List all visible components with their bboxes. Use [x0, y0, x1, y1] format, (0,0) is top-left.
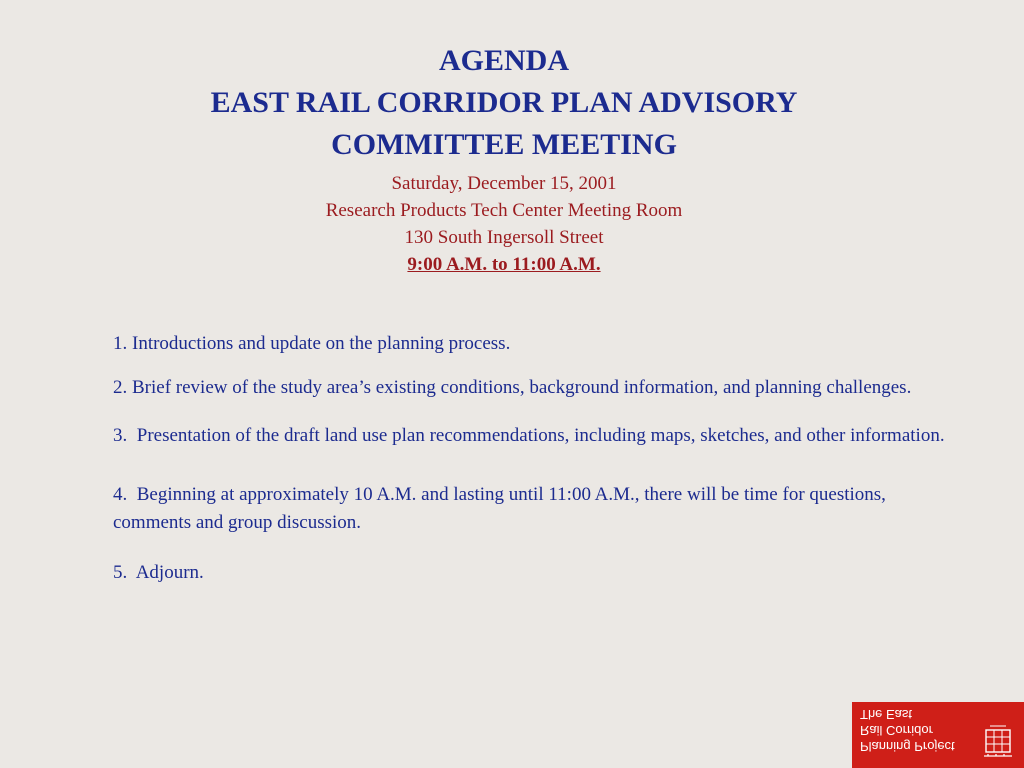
- agenda-item: 2. Brief review of the study area’s existing conditions, background information, and planning challenges.: [113, 377, 912, 398]
- agenda-title: AGENDA: [438, 44, 569, 77]
- meeting-date: Saturday, December 15, 2001: [391, 173, 617, 194]
- meeting-venue: Research Products Tech Center Meeting Room: [325, 200, 683, 221]
- agenda-item: 5. Adjourn.: [113, 562, 204, 583]
- logo-text: [860, 706, 982, 754]
- meeting-address: 130 South Ingersoll Street: [404, 227, 604, 248]
- agenda-list: [113, 330, 993, 587]
- meeting-time: 9:00 A.M. to 11:00 A.M.: [407, 254, 601, 275]
- agenda-item: 1. Introductions and update on the planning process.: [113, 333, 511, 354]
- agenda-item: 4. Beginning at approximately 10 A.M. and lasting until 11:00 A.M., there will be time for questions, comments and group discussion.: [113, 484, 891, 533]
- project-logo: [852, 702, 1024, 768]
- logo-line: Planning Project: [860, 739, 955, 754]
- meeting-title-line: COMMITTEE MEETING: [331, 128, 677, 161]
- agenda-item: 3. Presentation of the draft land use plan recommendations, including maps, sketches, and other information.: [113, 425, 945, 446]
- logo-line: The East: [860, 707, 913, 722]
- rail-corridor-icon: [980, 720, 1016, 760]
- agenda-header: [0, 40, 1008, 278]
- logo-line: Rail Corridor: [860, 723, 933, 738]
- committee-title-line: EAST RAIL CORRIDOR PLAN ADVISORY: [210, 86, 798, 119]
